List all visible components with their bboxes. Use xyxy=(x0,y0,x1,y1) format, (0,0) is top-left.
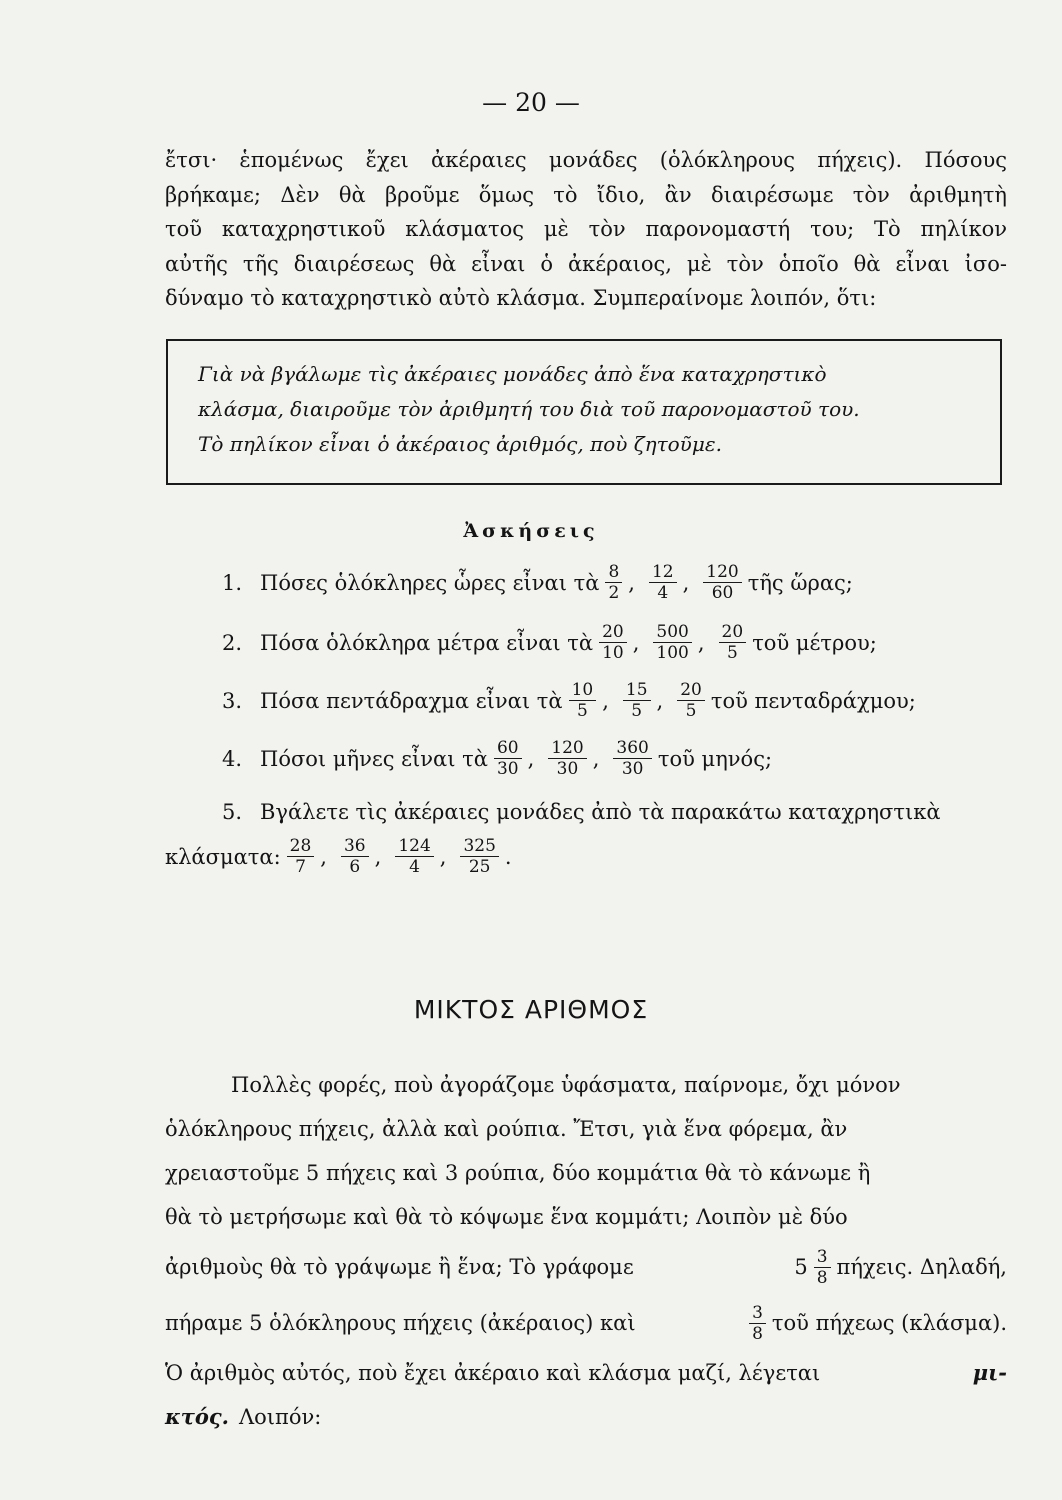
fraction xyxy=(749,1303,766,1344)
denominator: 5 xyxy=(576,701,588,721)
mixed-line-fraction xyxy=(165,1295,1007,1351)
rule-line: κλάσμα, διαιροῦμε τὸν ἀριθμητή του διὰ τοῦ παρονομαστοῦ του. xyxy=(198,397,860,421)
exercise-5-fractions: κλάσματα: $\frac{28}{7}$ , $\frac{36}{6}$ , $\frac{124}{4}$ , $\frac{325}{25}$ . xyxy=(165,836,512,877)
mixed-line: χρειαστοῦμε 5 πήχεις καὶ 3 ρούπια, δύο κομμάτια θὰ τὸ κάνωμε ἢ xyxy=(165,1161,871,1185)
denominator: 30 xyxy=(556,759,579,779)
exercise-number: 2. xyxy=(222,630,243,655)
rule-line: Γιὰ νὰ βγάλωμε τὶς ἀκέραιες μονάδες ἀπὸ ἕνα καταχρηστικὸ xyxy=(198,362,827,386)
numerator: 20 xyxy=(677,680,705,701)
exercise-3: 3. Πόσα πεντάδραχμα εἶναι τὰ $\frac{10}{5}$ , $\frac{15}{5}$ , $\frac{20}{5}$ τοῦ πενταδράχμου; xyxy=(222,680,916,721)
intro-line: δύναμο τὸ καταχρηστικὸ αὐτὸ κλάσμα. Συμπεραίνομε λοιπόν, ὅτι: xyxy=(165,286,877,310)
exercise-tail: τοῦ μηνός; xyxy=(657,746,773,771)
numerator: 500 xyxy=(653,622,691,643)
denominator: 8 xyxy=(816,1267,828,1288)
denominator: 30 xyxy=(621,759,644,779)
fraction xyxy=(605,562,622,603)
exercise-text: Πόσα πεντάδραχμα εἶναι τὰ xyxy=(260,688,563,713)
fraction xyxy=(653,622,691,663)
intro-line: αὐτῆς τῆς διαιρέσεως θὰ εἶναι ὁ ἀκέραιος, μὲ τὸν ὁποῖο θὰ εἶναι ἰσο- xyxy=(165,251,1007,276)
exercise-number: 1. xyxy=(222,570,243,595)
exercises-title: Ἀσκήσεις xyxy=(463,520,599,542)
emphasis-text: κτός. xyxy=(165,1404,229,1429)
denominator: 5 xyxy=(726,643,738,663)
rule-box xyxy=(166,339,1002,485)
mixed-line-mixed-number xyxy=(165,1239,1007,1295)
section-heading: ΜΙΚΤΟΣ ΑΡΙΘΜΟΣ xyxy=(413,995,649,1024)
denominator: 10 xyxy=(602,643,624,663)
rule-line: Τὸ πηλίκον εἶναι ὁ ἀκέραιος ἀριθμός, ποὺ ζητοῦμε. xyxy=(198,432,722,456)
fraction-group xyxy=(743,1301,1007,1345)
mixed-line xyxy=(165,1351,1007,1395)
numerator: 8 xyxy=(605,562,622,583)
mixed-text: πήραμε 5 ὁλόκληρους πήχεις (ἀκέραιος) καὶ xyxy=(165,1311,636,1335)
mixed-number xyxy=(794,1245,1007,1289)
denominator: 5 xyxy=(685,701,697,721)
numerator: 15 xyxy=(623,680,651,701)
fraction xyxy=(395,836,433,877)
numerator: 20 xyxy=(719,622,747,643)
fraction xyxy=(341,836,369,877)
numerator: 12 xyxy=(649,562,677,583)
intro-line: ἔτσι· ἑπομένως ἔχει ἀκέραιες μονάδες (ὁλόκληρους πήχεις). Πόσους xyxy=(165,148,1007,172)
mixed-text: ἀριθμοὺς θὰ τὸ γράψωμε ἢ ἕνα; Τὸ γράφομε xyxy=(165,1255,634,1279)
numerator: 325 xyxy=(460,836,498,857)
fraction xyxy=(649,562,677,603)
fraction xyxy=(703,562,741,603)
mixed-text: Λοιπόν: xyxy=(238,1405,322,1429)
denominator: 5 xyxy=(631,701,643,721)
numerator: 3 xyxy=(814,1247,831,1268)
denominator: 4 xyxy=(657,583,669,603)
exercise-text: Βγάλετε τὶς ἀκέραιες μονάδες ἀπὸ τὰ παρακάτω καταχρηστικὰ xyxy=(260,800,941,824)
exercise-text: Πόσες ὁλόκληρες ὧρες εἶναι τὰ xyxy=(260,570,600,595)
numerator: 120 xyxy=(703,562,741,583)
fraction xyxy=(814,1247,831,1288)
fraction xyxy=(548,738,586,779)
intro-line: βρήκαμε; Δὲν θὰ βροῦμε ὅμως τὸ ἴδιο, ἂν διαιρέσωμε τὸν ἀριθμητὴ xyxy=(165,182,1007,207)
mixed-text: Ὁ ἀριθμὸς αὐτός, ποὺ ἔχει ἀκέραιο καὶ κλάσμα μαζί, λέγεται xyxy=(165,1361,821,1385)
mixed-line xyxy=(165,1395,1007,1439)
mixed-line: ὁλόκληρους πήχεις, ἀλλὰ καὶ ρούπια. Ἔτσι, γιὰ ἕνα φόρεμα, ἂν xyxy=(165,1117,848,1141)
numerator: 28 xyxy=(287,836,315,857)
exercise-text: Πόσοι μῆνες εἶναι τὰ xyxy=(260,746,488,771)
numerator: 360 xyxy=(613,738,651,759)
denominator: 7 xyxy=(295,857,306,877)
fraction xyxy=(569,680,597,721)
denominator: 30 xyxy=(496,759,519,779)
mixed-line: θὰ τὸ μετρήσωμε καὶ θὰ τὸ κόψωμε ἕνα κομμάτι; Λοιπὸν μὲ δύο xyxy=(165,1205,848,1229)
exercise-tail: τοῦ μέτρου; xyxy=(752,630,877,655)
page-number: — 20 — xyxy=(482,88,580,117)
numerator: 124 xyxy=(395,836,433,857)
fraction xyxy=(460,836,498,877)
exercise-4: 4. Πόσοι μῆνες εἶναι τὰ $\frac{60}{30}$ , $\frac{120}{30}$ , $\frac{360}{30}$ τοῦ μηνός; xyxy=(222,738,773,779)
exercise-number: 4. xyxy=(222,746,243,771)
mixed-line: Πολλὲς φορές, ποὺ ἀγοράζομε ὑφάσματα, παίρνομε, ὄχι μόνον xyxy=(231,1073,901,1097)
emphasis-text: μι- xyxy=(972,1360,1007,1385)
exercise-label: κλάσματα: xyxy=(165,844,281,869)
denominator: 4 xyxy=(409,857,420,877)
numerator: 10 xyxy=(569,680,597,701)
denominator: 8 xyxy=(752,1323,763,1344)
whole-part: 5 xyxy=(794,1255,808,1279)
denominator: 25 xyxy=(468,857,491,877)
exercise-number: 3. xyxy=(222,688,243,713)
exercise-tail: τῆς ὥρας; xyxy=(747,570,853,595)
denominator: 60 xyxy=(711,583,734,603)
numerator: 36 xyxy=(341,836,369,857)
fraction xyxy=(599,622,627,663)
exercise-number: 5. xyxy=(222,800,243,824)
denominator: 6 xyxy=(349,857,361,877)
exercise-2: 2. Πόσα ὁλόκληρα μέτρα εἶναι τὰ $\frac{20}{10}$ , $\frac{500}{100}$ , $\frac{20}{5}$ τοῦ μέτρου; xyxy=(222,622,877,663)
numerator: 120 xyxy=(548,738,586,759)
numerator: 60 xyxy=(494,738,522,759)
numerator: 3 xyxy=(749,1303,766,1324)
fraction xyxy=(677,680,705,721)
exercise-1: 1. Πόσες ὁλόκληρες ὧρες εἶναι τὰ $\frac{8}{2}$ , $\frac{12}{4}$ , $\frac{120}{60}$ τῆς ὥρας; xyxy=(222,562,853,603)
exercise-5 xyxy=(222,800,1012,824)
fraction xyxy=(287,836,315,877)
mixed-number-paragraph xyxy=(165,1063,1007,1439)
numerator: 20 xyxy=(599,622,627,643)
intro-paragraph xyxy=(165,143,1007,316)
exercise-text: Πόσα ὁλόκληρα μέτρα εἶναι τὰ xyxy=(260,630,594,655)
denominator: 2 xyxy=(608,583,620,603)
fraction xyxy=(494,738,522,779)
denominator: 100 xyxy=(656,643,689,663)
mixed-text: πήχεις. Δηλαδή, xyxy=(836,1255,1007,1279)
mixed-text: τοῦ πήχεως (κλάσμα). xyxy=(771,1311,1007,1335)
fraction xyxy=(719,622,747,663)
exercise-tail: τοῦ πενταδράχμου; xyxy=(710,688,916,713)
fraction xyxy=(613,738,651,779)
fraction xyxy=(623,680,651,721)
intro-line: τοῦ καταχρηστικοῦ κλάσματος μὲ τὸν παρονομαστή του; Τὸ πηλίκον xyxy=(165,217,1007,241)
